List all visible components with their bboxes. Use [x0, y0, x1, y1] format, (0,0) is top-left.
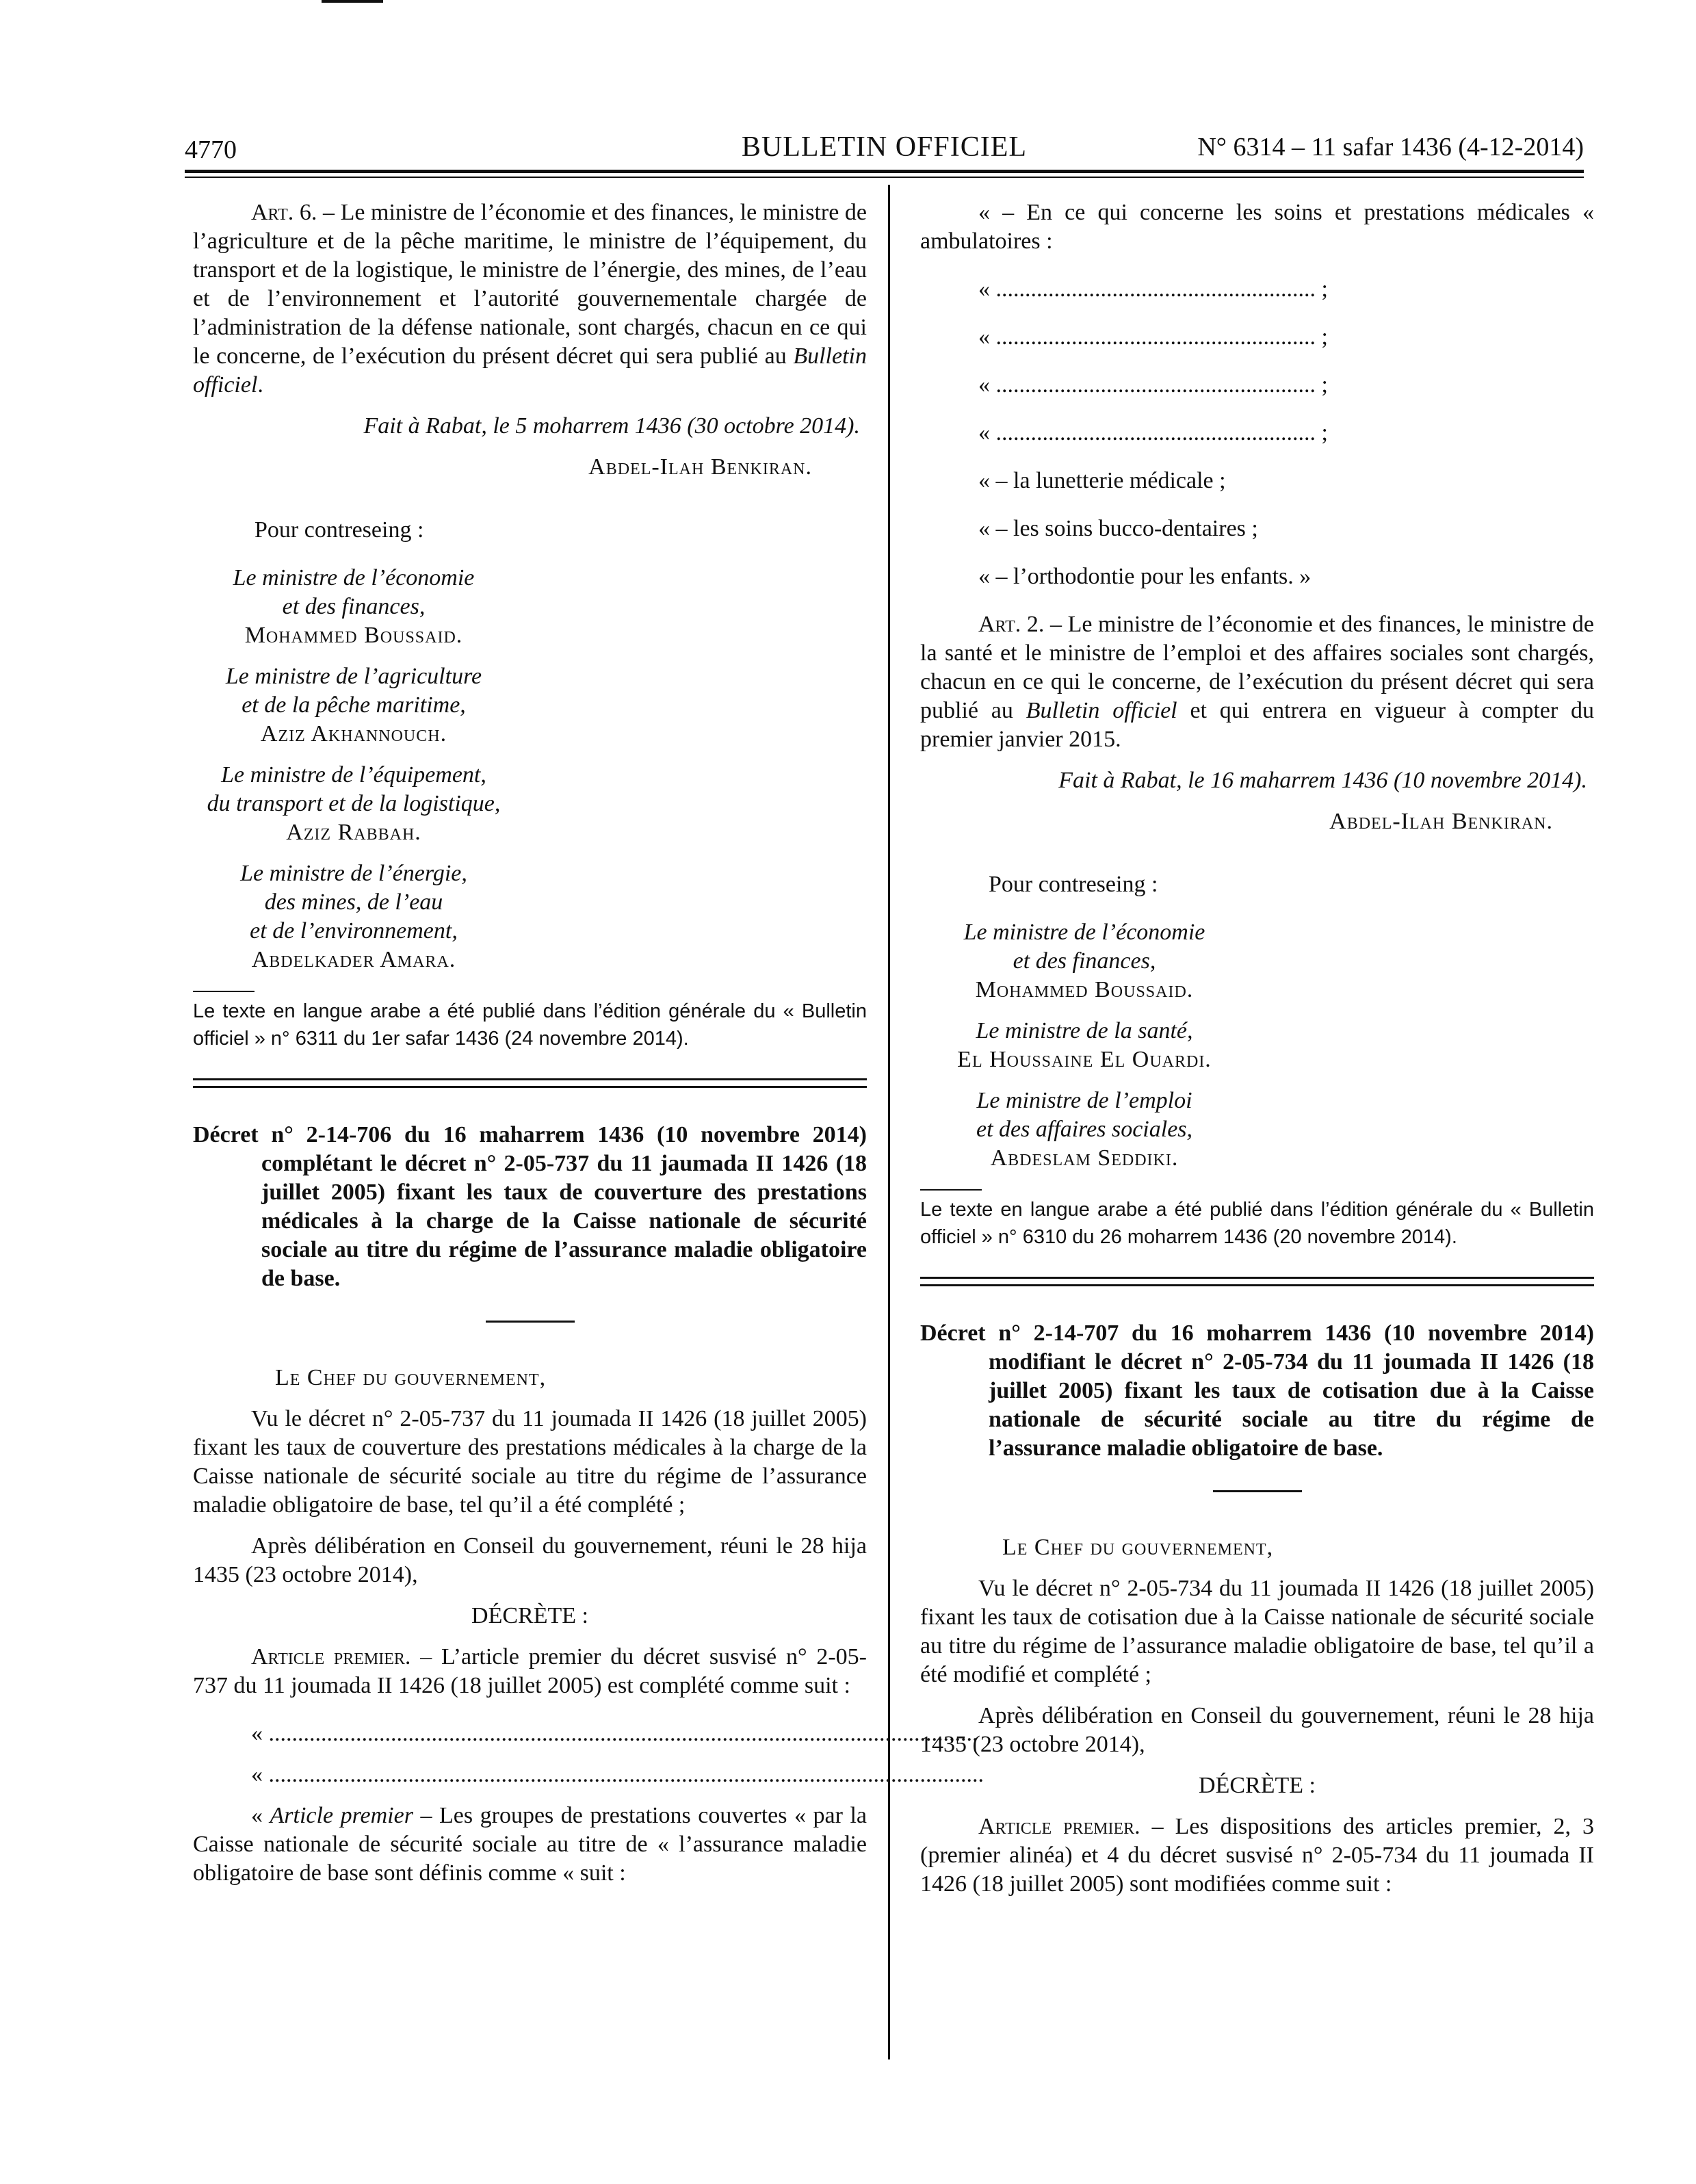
elided-text: « ....................................................... ; — [978, 372, 1328, 398]
list-item: « – l’orthodontie pour les enfants. » — [978, 564, 1312, 589]
minister-title: et de l’environnement, — [250, 918, 458, 944]
minister-title: Le ministre de l’énergie, — [240, 861, 467, 886]
section-rule — [920, 1277, 1594, 1279]
vu-paragraph: Vu le décret n° 2-05-734 du 11 joumada II 1426 (18 juillet 2005) fixant les taux de cotisation due à la Caisse nationale de sécurité sociale au titre du régime de l’assurance maladie obligatoire de base, tel qu’il a été modifié et complété ; — [920, 1576, 1594, 1687]
elided-text: « ....................................................... ; — [978, 420, 1328, 445]
minister-title: Le ministre de l’emploi — [976, 1088, 1192, 1113]
minister-entry — [920, 918, 1249, 1004]
list-item: « – la lunetterie médicale ; — [978, 468, 1226, 493]
signatory: Abdel-Ilah Benkiran. — [1329, 809, 1553, 834]
right-column — [920, 198, 1594, 1899]
minister-entry — [193, 564, 514, 650]
article-label: Art. 6. – — [251, 200, 335, 225]
decrete-heading: DÉCRÈTE : — [471, 1603, 588, 1628]
minister-title: et de la pêche maritime, — [242, 692, 466, 718]
minister-title: et des finances, — [282, 594, 426, 619]
fait-a-rabat: Fait à Rabat, le 16 maharrem 1436 (10 novembre 2014). — [1058, 768, 1587, 793]
top-mark — [322, 0, 383, 3]
minister-name: Aziz Rabbah. — [286, 820, 421, 845]
bulletin-ref: Bulletin officiel — [193, 343, 867, 398]
arabic-edition-note: Le texte en langue arabe a été publié dans l’édition générale du « Bulletin officiel » n° 6311 du 1er safar 1436 (24 novembre 2014). — [193, 1000, 867, 1050]
left-column — [193, 198, 984, 1888]
minister-title: des mines, de l’eau — [264, 889, 443, 915]
section-rule — [920, 1284, 1594, 1286]
minister-entry — [193, 662, 514, 749]
list-item: « – les soins bucco-dentaires ; — [978, 516, 1258, 541]
article-label: Article premier — [270, 1803, 413, 1828]
decree-title: Décret n° 2-14-707 du 16 moharrem 1436 (10 novembre 2014) modifiant le décret n° 2-05-734 du 11 joumada II 1426 (18 juillet 2005) fixant les taux de cotisation due à la Caisse nationale de sécurité sociale au titre du régime de l’assurance maladie obligatoire de base. — [920, 1321, 1594, 1461]
page-number: 4770 — [185, 135, 237, 164]
minister-name: El Houssaine El Ouardi. — [957, 1047, 1212, 1072]
minister-title: Le ministre de la santé, — [976, 1018, 1193, 1043]
note-rule — [920, 1189, 982, 1191]
minister-title: et des finances, — [1013, 948, 1156, 974]
minister-name: Abdelkader Amara. — [251, 947, 456, 972]
section-rule — [193, 1086, 867, 1088]
article-end: et qui entrera en vigueur à compter du premier janvier 2015. — [920, 698, 1595, 752]
elided-text: « ....................................................... ; — [978, 324, 1328, 350]
contreseing: Pour contreseing : — [989, 872, 1158, 897]
ministers-block — [920, 918, 1249, 1173]
issue-number: N° 6314 – 11 safar 1436 (4-12-2014) — [1197, 133, 1584, 161]
elided-text: « ........................................................................................................................... — [251, 1762, 984, 1787]
bulletin-ref: Bulletin officiel — [1026, 698, 1177, 723]
vu-paragraph: Vu le décret n° 2-05-737 du 11 joumada II 1426 (18 juillet 2005) fixant les taux de couverture des prestations médicales à la charge de la Caisse nationale de sécurité sociale au titre du régime de l’assurance maladie obligatoire de base, tel qu’il a été complété ; — [193, 1406, 867, 1518]
minister-name: Mohammed Boussaid. — [975, 977, 1194, 1002]
article-label: Article premier. — [978, 1814, 1140, 1839]
minister-title: Le ministre de l’économie — [233, 565, 475, 590]
article-6 — [193, 198, 867, 400]
minister-entry — [193, 859, 514, 974]
decrete-heading: DÉCRÈTE : — [1199, 1773, 1316, 1798]
article-text: – L’article premier du décret susvisé n° 2-05-737 du 11 joumada II 1426 (18 juillet 2005) est complété comme suit : — [193, 1644, 867, 1698]
minister-title: Le ministre de l’agriculture — [225, 664, 482, 689]
elided-text: « ....................................................... ; — [978, 276, 1328, 302]
article-premier — [193, 1643, 867, 1700]
minister-title: Le ministre de l’équipement, — [221, 762, 486, 788]
note-rule — [193, 991, 255, 992]
apres-paragraph: Après délibération en Conseil du gouvernement, réuni le 28 hija 1435 (23 octobre 2014), — [193, 1533, 867, 1587]
soins-intro: « – En ce qui concerne les soins et prestations médicales « ambulatoires : — [920, 200, 1594, 254]
minister-title: Le ministre de l’économie — [963, 920, 1205, 945]
fait-a-rabat: Fait à Rabat, le 5 moharrem 1436 (30 octobre 2014). — [363, 413, 860, 439]
chef-du-gouvernement: Le Chef du gouvernement, — [275, 1365, 547, 1390]
minister-entry — [920, 1017, 1249, 1074]
publication-title: BULLETIN OFFICIEL — [741, 131, 1028, 163]
header-rule-thin — [185, 177, 1584, 178]
article-label: Art. 2. – — [978, 612, 1062, 637]
minister-name: Aziz Akhannouch. — [260, 721, 447, 746]
minister-name: Mohammed Boussaid. — [244, 623, 463, 648]
elided-text: « .......................................................................................................................... — [251, 1721, 978, 1746]
header-rule — [185, 170, 1584, 173]
title-rule — [1213, 1490, 1302, 1492]
quote-mark: « — [251, 1803, 270, 1828]
article-text: Le ministre de l’économie et des finances, le ministre de l’agriculture et de la pêche maritime, le ministre de l’équipement, du transport et de la logistique, le ministre de l’énergie, des mines, de l’eau et de l’environnement et l’autorité gouvernementale chargée de l’administration de la défense nationale, sont chargés, chacun en ce qui le concerne, de l’exécution du présent décret qui sera publié au — [193, 200, 867, 369]
article-premier-quote — [193, 1802, 867, 1888]
article-label: Article premier. — [251, 1644, 411, 1669]
title-rule — [486, 1321, 575, 1323]
minister-title: et des affaires sociales, — [976, 1117, 1193, 1142]
page-header — [185, 130, 1584, 171]
minister-entry — [920, 1087, 1249, 1173]
apres-paragraph: Après délibération en Conseil du gouvernement, réuni le 28 hija 1435 (23 octobre 2014), — [920, 1703, 1594, 1757]
arabic-edition-note: Le texte en langue arabe a été publié dans l’édition générale du « Bulletin officiel » n° 6310 du 26 moharrem 1436 (20 novembre 2014). — [920, 1199, 1594, 1248]
article-text: Le ministre de l’économie et des finances, le ministre de la santé et le ministre de l’emploi et des affaires sociales sont chargés, chacun en ce qui le concerne, de l’exécution du présent décret qui sera publié au — [920, 612, 1594, 723]
minister-name: Abdeslam Seddiki. — [990, 1145, 1179, 1171]
article-premier — [920, 1812, 1594, 1899]
article-text: – Les dispositions des articles premier, 2, 3 (premier alinéa) et 4 du décret susvisé n° 2-05-734 du 11 joumada II 1426 (18 juillet 2005) sont modifiées comme suit : — [920, 1814, 1594, 1897]
decree-title: Décret n° 2-14-706 du 16 maharrem 1436 (10 novembre 2014) complétant le décret n° 2-05-737 du 11 jaumada II 1426 (18 juillet 2005) fixant les taux de couverture des prestations médicales à la charge de la Caisse nationale de sécurité sociale au titre du régime de l’assurance maladie obligatoire de base. — [193, 1122, 867, 1291]
signatory: Abdel-Ilah Benkiran. — [588, 454, 812, 480]
contreseing: Pour contreseing : — [255, 517, 424, 543]
minister-entry — [193, 761, 514, 847]
section-rule — [193, 1078, 867, 1080]
article-text: – Les groupes de prestations couvertes « par la Caisse nationale de sécurité sociale au titre de « l’assurance maladie obligatoire de base sont définis comme « suit : — [193, 1803, 867, 1886]
article-2 — [920, 610, 1594, 754]
minister-title: du transport et de la logistique, — [207, 791, 501, 816]
ministers-block — [193, 564, 514, 974]
chef-du-gouvernement: Le Chef du gouvernement, — [1002, 1535, 1274, 1560]
article-end: . — [257, 372, 263, 398]
